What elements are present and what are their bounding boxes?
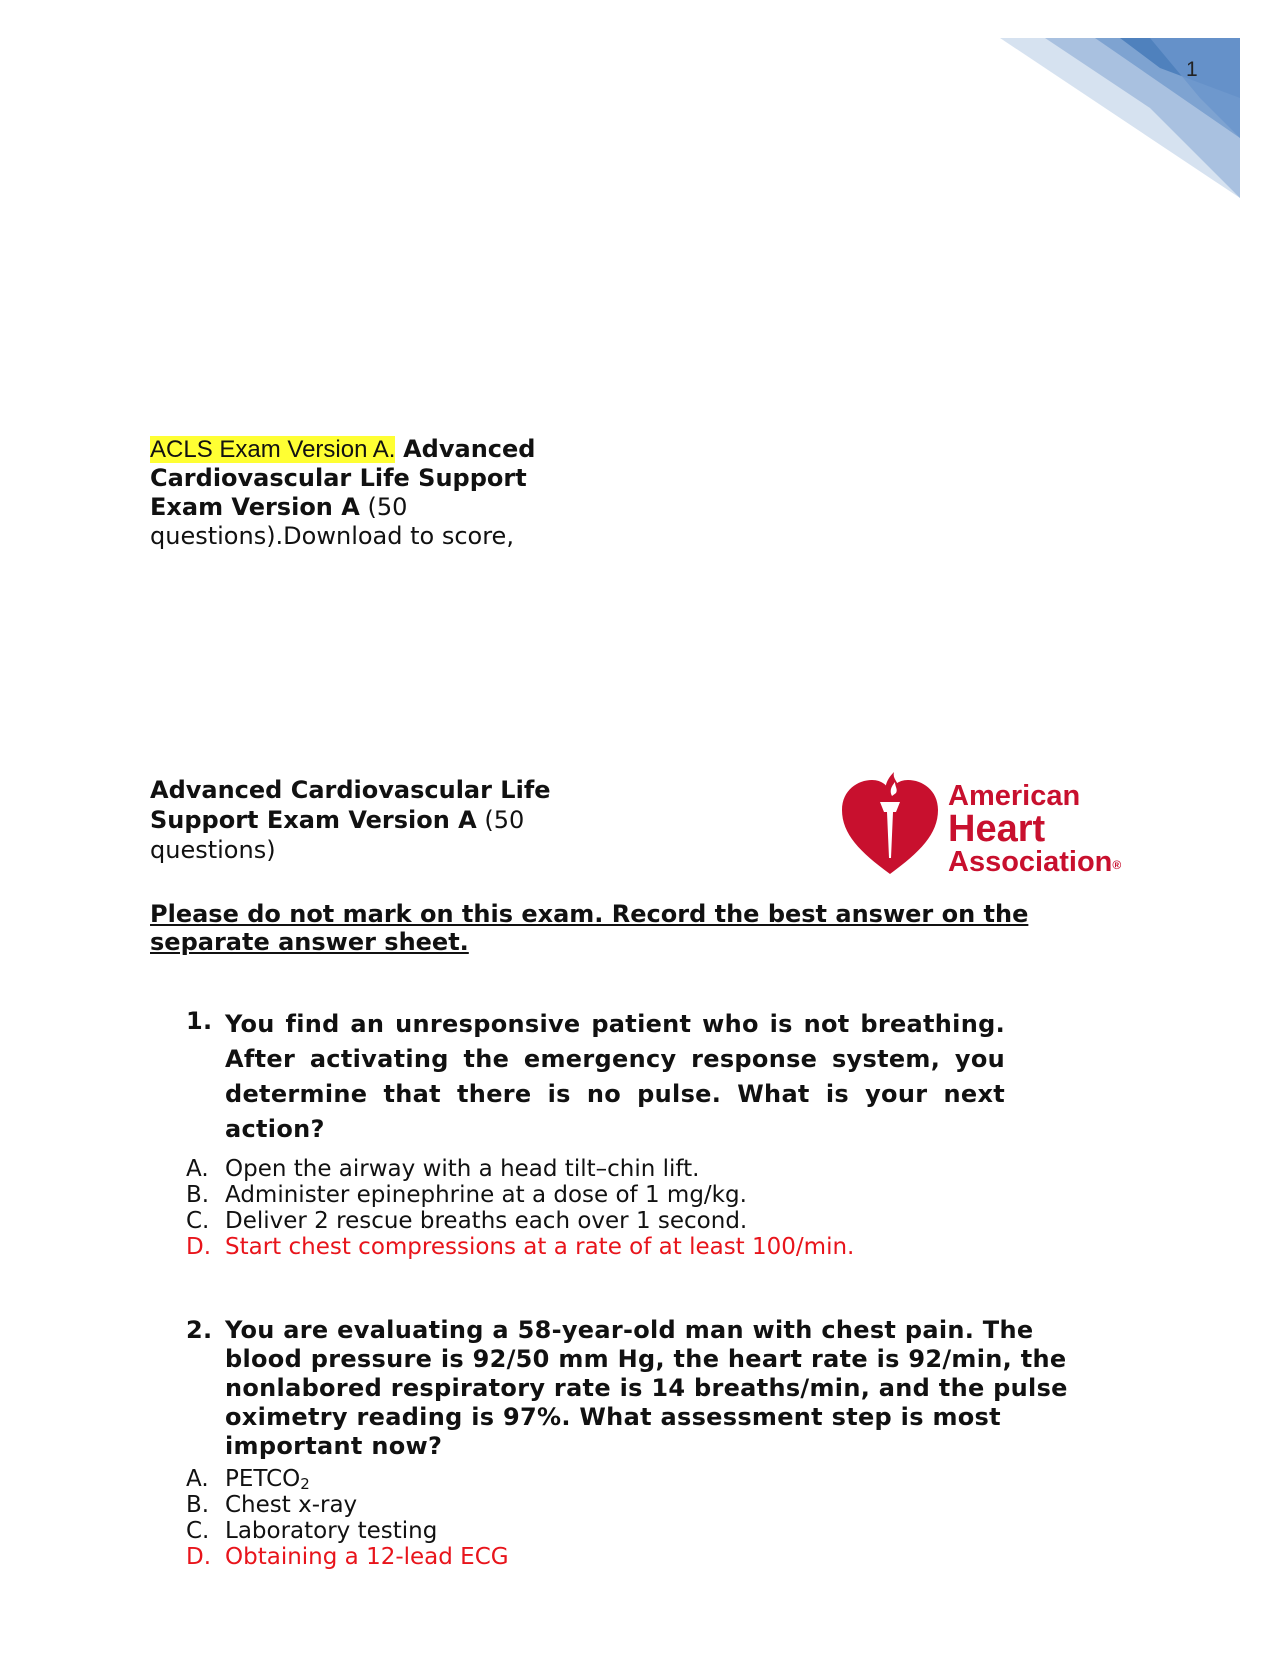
logo-line-association: [948, 846, 1121, 879]
option-letter: D.: [186, 1234, 212, 1260]
option-text: Administer epinephrine at a dose of 1 mg/kg.: [225, 1182, 747, 1208]
question-text: You are evaluating a 58-year-old man with chest pain. The blood pressure is 92/50 mm Hg, the heart rate is 92/min, the nonlabored respiratory rate is 14 breaths/min, and the pulse oximetry reading is 97%. What assessment step is most important now?: [225, 1316, 1068, 1460]
option-text: Start chest compressions at a rate of at least 100/min.: [225, 1234, 855, 1260]
logo-line-heart: Heart: [948, 808, 1046, 850]
option-text: Chest x-ray: [225, 1492, 358, 1518]
intro-highlight: ACLS Exam Version A.: [150, 436, 396, 463]
question-text: You find an unresponsive patient who is not breathing. After activating the emergency response system, you determine that there is no pulse. What is your next action?: [225, 1010, 1005, 1143]
exam-title-bold: Advanced Cardiovascular Life Support Exam Version A: [150, 776, 551, 834]
intro-paragraph: [150, 435, 590, 551]
option-text: Laboratory testing: [225, 1518, 438, 1544]
option-text: Obtaining a 12-lead ECG: [225, 1544, 509, 1570]
intro-title: Advanced Cardiovascular Life Support Exam Version A: [150, 435, 536, 521]
option-text-main: PETCO: [225, 1466, 301, 1492]
corner-decoration: [1000, 38, 1240, 203]
question-number: 2.: [186, 1316, 213, 1344]
option-subscript: 2: [300, 1475, 310, 1493]
option-letter: D.: [186, 1544, 212, 1570]
option-letter: A.: [186, 1466, 209, 1492]
registered-mark: ®: [1112, 858, 1122, 872]
intro-suffix: (50 questions).Download to score,: [150, 493, 514, 550]
option-letter: B.: [186, 1182, 210, 1208]
page-number: 1: [1186, 58, 1198, 81]
option-letter: C.: [186, 1208, 210, 1234]
aha-logo: [840, 762, 1130, 882]
exam-instruction: Please do not mark on this exam. Record the best answer on the separate answer sheet.: [150, 900, 1029, 956]
heart-torch-icon: [840, 762, 940, 882]
logo-association-text: Association: [948, 846, 1113, 878]
option-text: Open the airway with a head tilt–chin lift.: [225, 1156, 700, 1182]
exam-title: [150, 775, 650, 865]
option-text: Deliver 2 rescue breaths each over 1 second.: [225, 1208, 748, 1234]
option-text: [225, 1466, 310, 1493]
logo-line-american: American: [948, 780, 1081, 812]
option-letter: C.: [186, 1518, 210, 1544]
exam-title-suffix: (50 questions): [150, 806, 525, 864]
question-number: 1.: [186, 1007, 213, 1035]
option-letter: A.: [186, 1156, 209, 1182]
option-letter: B.: [186, 1492, 210, 1518]
